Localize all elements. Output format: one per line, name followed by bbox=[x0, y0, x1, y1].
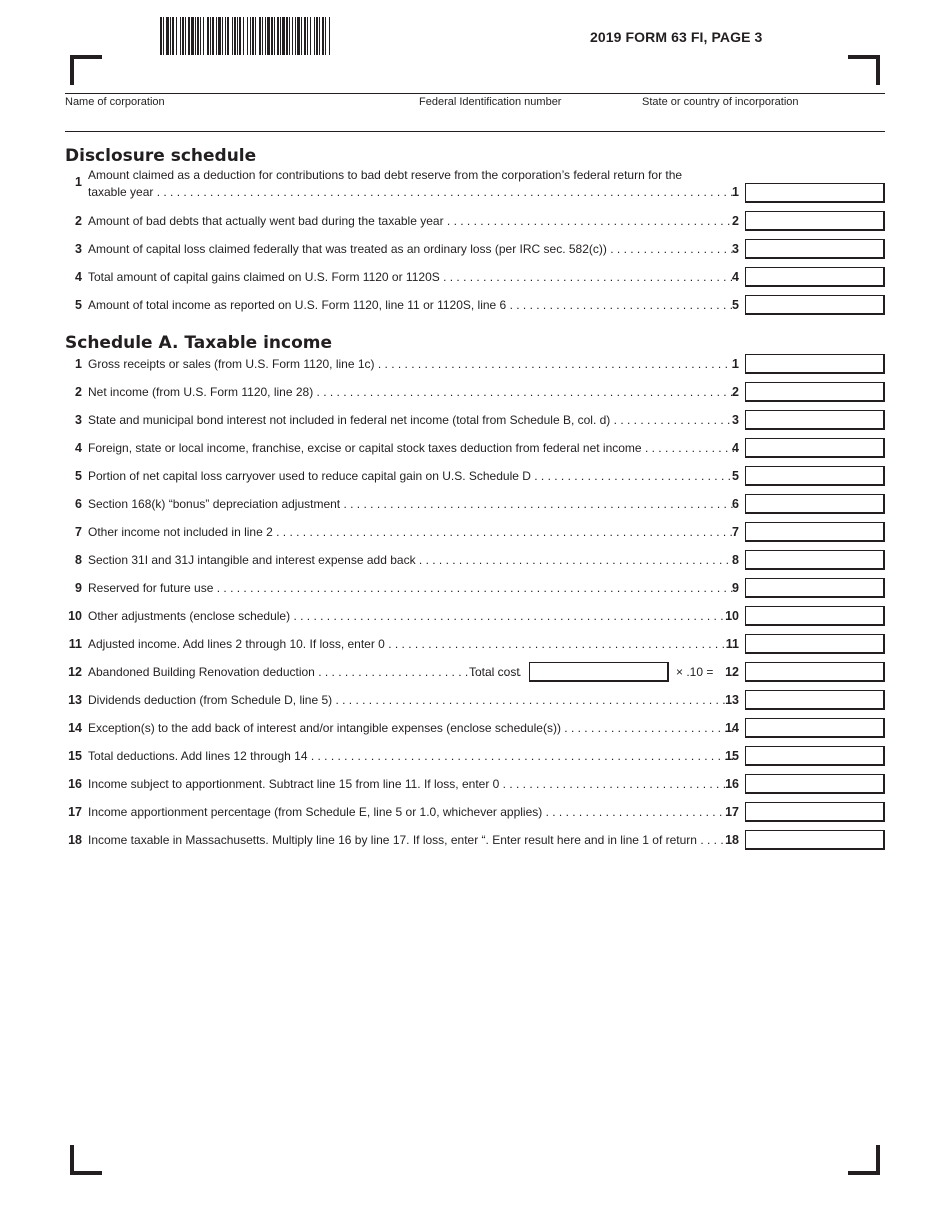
line-number-right: 4 bbox=[732, 441, 739, 455]
line-number: 17 bbox=[68, 805, 82, 819]
schedule-a-title: Schedule A. Taxable income bbox=[65, 333, 333, 353]
line-number-right: 16 bbox=[725, 777, 739, 791]
line-description: Other adjustments (enclose schedule) . . . bbox=[88, 609, 735, 623]
line-number-right: 9 bbox=[732, 581, 739, 595]
line-description: Adjusted income. Add lines 2 through 10. If loss, enter 0 . . . bbox=[88, 637, 735, 651]
schedule-a-line-16-amount-field[interactable] bbox=[745, 774, 885, 794]
line-description: Other income not included in line 2 . . . bbox=[88, 525, 735, 539]
schedule-a-line-1 bbox=[65, 354, 885, 374]
line-description: Gross receipts or sales (from U.S. Form 1120, line 1c) . . . bbox=[88, 357, 735, 371]
schedule-a-line-15 bbox=[65, 746, 885, 766]
line-description: Amount of total income as reported on U.S. Form 1120, line 11 or 1120S, line 6 . . . bbox=[88, 298, 735, 312]
line-number: 3 bbox=[75, 413, 82, 427]
line-description: Section 31I and 31J intangible and interest expense add back . . . bbox=[88, 553, 735, 567]
schedule-a-line-8 bbox=[65, 550, 885, 570]
line-number: 8 bbox=[75, 553, 82, 567]
schedule-a-line-6 bbox=[65, 494, 885, 514]
schedule-a-line-15-amount-field[interactable] bbox=[745, 746, 885, 766]
line-number-right: 4 bbox=[732, 270, 739, 284]
schedule-a-line-3-amount-field[interactable] bbox=[745, 410, 885, 430]
line-description: Foreign, state or local income, franchise, excise or capital stock taxes deduction from federal net income . . . bbox=[88, 441, 735, 455]
disclosure-line-1-amount-field[interactable] bbox=[745, 183, 885, 203]
line-description: Amount of capital loss claimed federally that was treated as an ordinary loss (per IRC sec. 582(c)) . . . bbox=[88, 242, 735, 256]
line-description: Net income (from U.S. Form 1120, line 28) . . . bbox=[88, 385, 735, 399]
line-number-right: 18 bbox=[725, 833, 739, 847]
line-number-right: 3 bbox=[732, 242, 739, 256]
schedule-a-line-11 bbox=[65, 634, 885, 654]
total-cost-label: Total cost bbox=[469, 665, 520, 679]
line-description: Section 168(k) “bonus” depreciation adjustment . . . bbox=[88, 497, 735, 511]
schedule-a-line-7 bbox=[65, 522, 885, 542]
crop-mark-bottom-right bbox=[848, 1145, 880, 1175]
line-number-right: 10 bbox=[725, 609, 739, 623]
schedule-a-line-16 bbox=[65, 774, 885, 794]
schedule-a-line-5 bbox=[65, 466, 885, 486]
schedule-a-line-1-amount-field[interactable] bbox=[745, 354, 885, 374]
barcode-bar bbox=[330, 17, 332, 55]
line-number: 3 bbox=[75, 242, 82, 256]
schedule-a-line-17-amount-field[interactable] bbox=[745, 802, 885, 822]
line-number: 14 bbox=[68, 721, 82, 735]
multiplier-label: × .10 = bbox=[676, 665, 714, 679]
line-number-right: 6 bbox=[732, 497, 739, 511]
line-description: Income apportionment percentage (from Schedule E, line 5 or 1.0, whichever applies) . . . bbox=[88, 805, 735, 819]
crop-mark-top-left bbox=[70, 55, 102, 85]
line-number: 11 bbox=[68, 637, 82, 651]
schedule-a-line-18 bbox=[65, 830, 885, 850]
schedule-a-line-17 bbox=[65, 802, 885, 822]
line-description-part1: Amount claimed as a deduction for contributions to bad debt reserve from the corporation’s federal return for the bbox=[88, 168, 683, 182]
disclosure-line-5-amount-field[interactable] bbox=[745, 295, 885, 315]
schedule-a-line-3 bbox=[65, 410, 885, 430]
schedule-a-line-9-amount-field[interactable] bbox=[745, 578, 885, 598]
line-number-right: 13 bbox=[725, 693, 739, 707]
line-number-right: 15 bbox=[725, 749, 739, 763]
schedule-a-line-13-amount-field[interactable] bbox=[745, 690, 885, 710]
line-number: 6 bbox=[75, 497, 82, 511]
corporation-name-label: Name of corporation bbox=[65, 96, 165, 108]
line-description: Reserved for future use . . . bbox=[88, 581, 735, 595]
line-description: Income subject to apportionment. Subtract line 15 from line 11. If loss, enter 0 . . . bbox=[88, 777, 735, 791]
schedule-a-line-2 bbox=[65, 382, 885, 402]
line-number: 5 bbox=[75, 298, 82, 312]
state-of-incorporation-label: State or country of incorporation bbox=[642, 96, 799, 108]
line-number: 2 bbox=[75, 385, 82, 399]
line-number: 18 bbox=[68, 833, 82, 847]
line-number: 16 bbox=[68, 777, 82, 791]
line-number-right: 8 bbox=[732, 553, 739, 567]
fein-label: Federal Identification number bbox=[419, 96, 562, 108]
line-description: taxable year . . . bbox=[88, 185, 735, 199]
schedule-a-line-10 bbox=[65, 606, 885, 626]
header-rule-bottom bbox=[65, 131, 885, 132]
line-number-right: 12 bbox=[725, 665, 739, 679]
line-number-right: 11 bbox=[725, 637, 739, 651]
line-number: 4 bbox=[75, 270, 82, 284]
schedule-a-line-4 bbox=[65, 438, 885, 458]
line-number-right: 2 bbox=[732, 385, 739, 399]
crop-mark-top-right bbox=[848, 55, 880, 85]
disclosure-line-5 bbox=[65, 295, 885, 315]
disclosure-line-1 bbox=[65, 168, 885, 208]
line-number: 1 bbox=[75, 357, 82, 371]
line-number: 13 bbox=[68, 693, 82, 707]
schedule-a-line-18-amount-field[interactable] bbox=[745, 830, 885, 850]
line-number: 9 bbox=[75, 581, 82, 595]
line-description: Income taxable in Massachusetts. Multiply line 16 by line 17. If loss, enter “. Enter result here and in line 1 of return . . . bbox=[88, 833, 735, 847]
schedule-a-line-6-amount-field[interactable] bbox=[745, 494, 885, 514]
schedule-a-line-10-amount-field[interactable] bbox=[745, 606, 885, 626]
line-description: Abandoned Building Renovation deduction . . . bbox=[88, 665, 525, 679]
schedule-a-line-14-amount-field[interactable] bbox=[745, 718, 885, 738]
disclosure-line-2 bbox=[65, 211, 885, 231]
schedule-a-line-8-amount-field[interactable] bbox=[745, 550, 885, 570]
line-number-right: 5 bbox=[732, 469, 739, 483]
page-label: 2019 FORM 63 FI, PAGE 3 bbox=[590, 29, 763, 45]
schedule-a-line-13 bbox=[65, 690, 885, 710]
schedule-a-line-4-amount-field[interactable] bbox=[745, 438, 885, 458]
schedule-a-line-12-amount-field[interactable] bbox=[745, 662, 885, 682]
line-number-right: 14 bbox=[725, 721, 739, 735]
schedule-a-line-9 bbox=[65, 578, 885, 598]
schedule-a-line-12 bbox=[65, 662, 885, 682]
disclosure-line-3 bbox=[65, 239, 885, 259]
line-description: State and municipal bond interest not included in federal net income (total from Schedule B, col. d) . . . bbox=[88, 413, 735, 427]
line-number: 7 bbox=[75, 525, 82, 539]
schedule-a-line-14 bbox=[65, 718, 885, 738]
line-description: Total amount of capital gains claimed on U.S. Form 1120 or 1120S . . . bbox=[88, 270, 735, 284]
schedule-a-line-2-amount-field[interactable] bbox=[745, 382, 885, 402]
line-number-right: 17 bbox=[725, 805, 739, 819]
line-description: Total deductions. Add lines 12 through 14 . . . bbox=[88, 749, 735, 763]
line-description: Amount of bad debts that actually went bad during the taxable year . . . bbox=[88, 214, 735, 228]
line-number: 5 bbox=[75, 469, 82, 483]
line-number-right: 5 bbox=[732, 298, 739, 312]
line-number: 1 bbox=[75, 175, 82, 189]
disclosure-line-4 bbox=[65, 267, 885, 287]
line-number-right: 1 bbox=[732, 357, 739, 371]
header-rule-top bbox=[65, 93, 885, 94]
line-number: 2 bbox=[75, 214, 82, 228]
line-number-right: 2 bbox=[732, 214, 739, 228]
schedule-a-line-7-amount-field[interactable] bbox=[745, 522, 885, 542]
disclosure-schedule-title: Disclosure schedule bbox=[65, 146, 257, 166]
line-description: Dividends deduction (from Schedule D, line 5) . . . bbox=[88, 693, 735, 707]
schedule-a-line-11-amount-field[interactable] bbox=[745, 634, 885, 654]
line-number-right: 3 bbox=[732, 413, 739, 427]
total-cost-field[interactable] bbox=[529, 662, 669, 682]
schedule-a-line-5-amount-field[interactable] bbox=[745, 466, 885, 486]
disclosure-line-2-amount-field[interactable] bbox=[745, 211, 885, 231]
line-number: 15 bbox=[68, 749, 82, 763]
line-description: Exception(s) to the add back of interest and/or intangible expenses (enclose schedule(s)) . . . bbox=[88, 721, 735, 735]
barcode bbox=[160, 17, 470, 55]
crop-mark-bottom-left bbox=[70, 1145, 102, 1175]
line-number-right: 1 bbox=[732, 185, 739, 199]
line-description: Portion of net capital loss carryover used to reduce capital gain on U.S. Schedule D . . . bbox=[88, 469, 735, 483]
line-number: 4 bbox=[75, 441, 82, 455]
line-number: 12 bbox=[68, 665, 82, 679]
disclosure-line-3-amount-field[interactable] bbox=[745, 239, 885, 259]
line-number: 10 bbox=[68, 609, 82, 623]
line-number-right: 7 bbox=[732, 525, 739, 539]
disclosure-line-4-amount-field[interactable] bbox=[745, 267, 885, 287]
